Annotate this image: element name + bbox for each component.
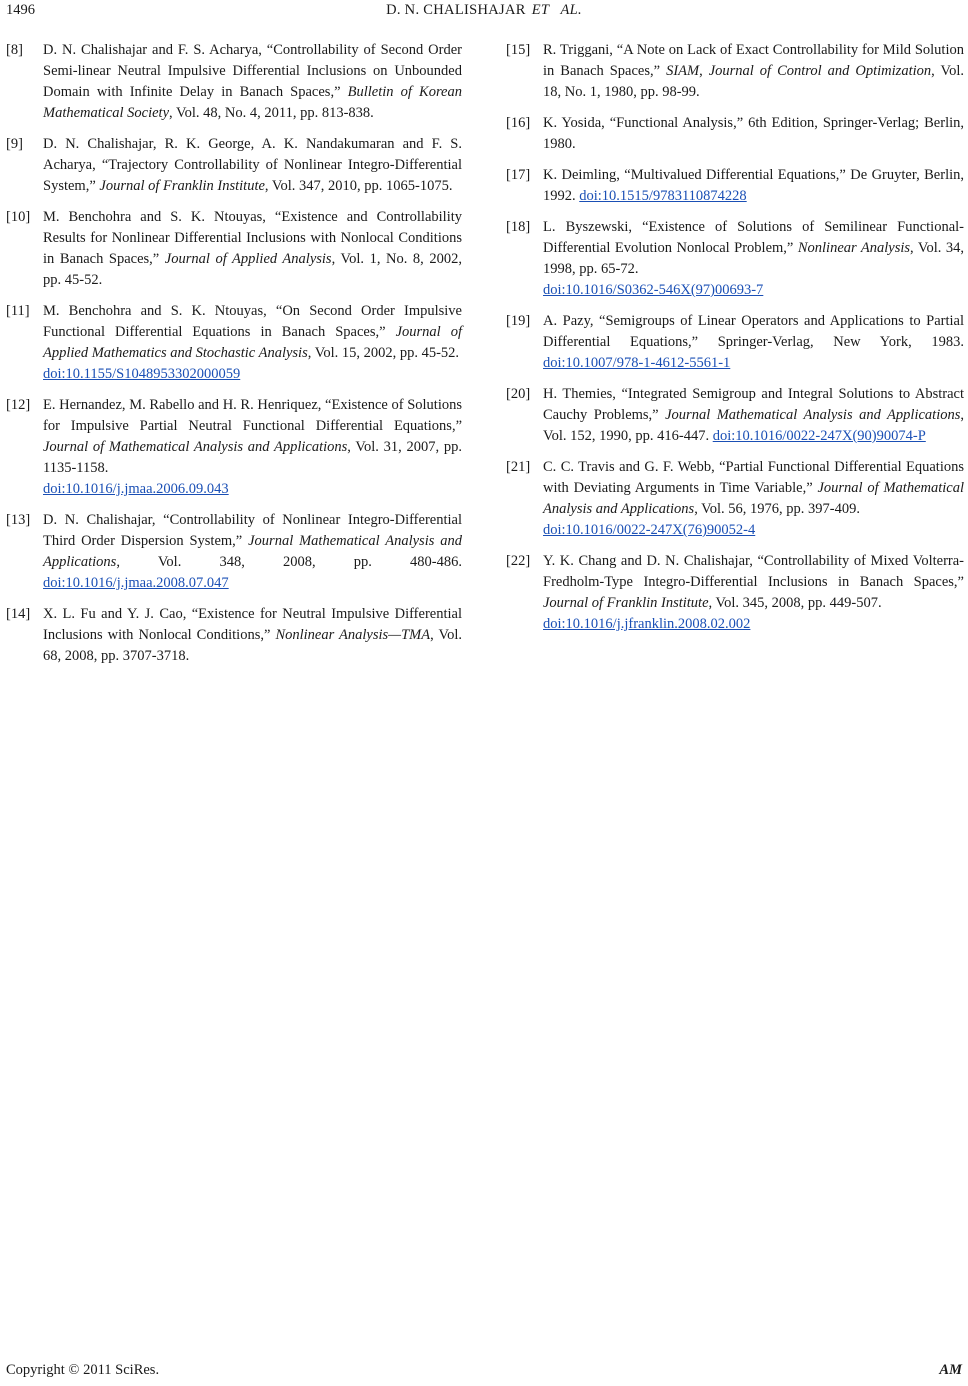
reference-segment: D. N. Chalishajar, “Controllability of Nonlinear Integro-Differential Third Order Dispersion System,” xyxy=(43,512,462,549)
doi-link[interactable]: doi:10.1155/S1048953302000059 xyxy=(43,366,241,382)
reference-column-left xyxy=(6,40,462,677)
page-header xyxy=(0,0,968,22)
reference-segment: , Vol. 18, No. 1, 1980, pp. 98-99. xyxy=(543,63,964,100)
reference-segment: , Vol. 34, 1998, pp. 65-72. xyxy=(543,240,964,277)
reference-number: [16] xyxy=(506,115,531,131)
reference-segment: D. N. Chalishajar and F. S. Acharya, “Controllability of Second Order Semi-linear Neutral Impulsive Differential Inclusions on Unbounded Domain with Infinite Delay in Banach Spaces,” xyxy=(43,42,462,100)
reference-segment: E. Hernandez, M. Rabello and H. R. Henriquez, “Existence of Solutions for Impulsive Partial Neutral Functional Differential Equations,” xyxy=(43,397,462,434)
reference-segment: L. Byszewski, “Existence of Solutions of Semilinear Functional-Differential Evolution Nonlocal Problem,” xyxy=(543,219,964,256)
reference-segment: , Vol. 31, 2007, pp. 1135-1158. xyxy=(43,439,462,476)
reference-entry xyxy=(6,510,462,594)
reference-segment: K. Yosida, “Functional Analysis,” 6th Edition, Springer-Verlag; Berlin, 1980. xyxy=(543,115,964,152)
journal-title: Journal of Mathematical Analysis and Applications xyxy=(43,439,348,455)
journal-title: Journal of Applied Mathematics and Stochastic Analysis xyxy=(43,324,462,361)
reference-segment: , xyxy=(699,63,709,79)
reference-segment: X. L. Fu and Y. J. Cao, “Existence for Neutral Impulsive Differential Inclusions with Nonlocal Conditions,” xyxy=(43,606,462,643)
reference-segment: M. Benchohra and S. K. Ntouyas, “Existence and Controllability Results for Nonlinear Differential Inclusions with Nonlocal Conditions in Banach Spaces,” xyxy=(43,209,462,267)
reference-text xyxy=(543,165,964,207)
running-head-etal: ET AL. xyxy=(531,2,582,18)
reference-number: [19] xyxy=(506,313,531,329)
page-footer xyxy=(0,1362,968,1384)
reference-text xyxy=(43,301,462,385)
journal-title: Nonlinear Analysis xyxy=(797,240,911,256)
reference-number: [13] xyxy=(6,512,31,528)
reference-segment: R. Triggani, “A Note on Lack of Exact Controllability for Mild Solution in Banach Spaces,” xyxy=(543,42,964,79)
doi-link[interactable]: doi:10.1016/0022-247X(76)90052-4 xyxy=(543,522,756,538)
journal-title: Journal of Applied Analysis xyxy=(164,251,332,267)
reference-entry xyxy=(506,311,964,374)
reference-entry xyxy=(6,207,462,291)
doi-link[interactable]: doi:10.1016/j.jfranklin.2008.02.002 xyxy=(543,616,751,632)
doi-link[interactable]: doi:10.1007/978-1-4612-5561-1 xyxy=(543,355,731,371)
doi-link[interactable]: doi:10.1016/j.jmaa.2008.07.047 xyxy=(43,575,229,591)
reference-segment: , Vol. 15, 2002, pp. 45-52. xyxy=(307,345,460,361)
reference-entry xyxy=(6,395,462,500)
doi-link[interactable]: doi:10.1515/9783110874228 xyxy=(579,188,747,204)
reference-segment: H. Themies, “Integrated Semigroup and Integral Solutions to Abstract Cauchy Problems,” xyxy=(543,386,964,423)
reference-entry xyxy=(506,384,964,447)
journal-title: Journal Mathematical Analysis and Applications xyxy=(665,407,961,423)
reference-text xyxy=(543,40,964,103)
reference-text xyxy=(543,113,964,155)
reference-entry xyxy=(506,113,964,155)
reference-text xyxy=(543,384,964,447)
reference-segment: , Vol. 345, 2008, pp. 449-507. xyxy=(708,595,882,611)
reference-segment: D. N. Chalishajar, R. K. George, A. K. Nandakumaran and F. S. Acharya, “Trajectory Controllability of Nonlinear Integro-Differential System,” xyxy=(43,136,462,194)
reference-entry xyxy=(6,604,462,667)
reference-entry xyxy=(506,165,964,207)
reference-number: [21] xyxy=(506,459,531,475)
reference-number: [10] xyxy=(6,209,31,225)
journal-title: Journal of Franklin Institute xyxy=(99,178,265,194)
copyright-notice: Copyright © 2011 SciRes. xyxy=(6,1362,160,1378)
reference-segment: M. Benchohra and S. K. Ntouyas, “On Second Order Impulsive Functional Differential Equations in Banach Spaces,” xyxy=(43,303,462,340)
reference-number: [15] xyxy=(506,42,531,58)
reference-entry xyxy=(506,551,964,635)
reference-number: [8] xyxy=(6,42,23,58)
reference-segment: C. C. Travis and G. F. Webb, “Partial Functional Differential Equations with Deviating Arguments in Time Variable,” xyxy=(543,459,964,496)
reference-segment: , Vol. 68, 2008, pp. 3707-3718. xyxy=(43,627,462,664)
running-head-authors: D. N. CHALISHAJAR xyxy=(386,2,526,18)
journal-title: Journal of Control and Optimization xyxy=(708,63,932,79)
journal-title: Journal Mathematical Analysis and Applications xyxy=(43,533,462,570)
reference-entry xyxy=(6,134,462,197)
reference-number: [18] xyxy=(506,219,531,235)
reference-text xyxy=(43,604,462,667)
reference-entry xyxy=(6,40,462,124)
reference-number: [11] xyxy=(6,303,30,319)
journal-title: Bulletin of Korean Mathematical Society xyxy=(43,84,462,121)
journal-title: Journal of Franklin Institute xyxy=(543,595,709,611)
reference-number: [14] xyxy=(6,606,31,622)
reference-segment: K. Deimling, “Multivalued Differential Equations,” De Gruyter, Berlin, 1992. xyxy=(543,167,964,204)
journal-title: SIAM xyxy=(666,63,700,79)
reference-segment: , Vol. 48, No. 4, 2011, pp. 813-838. xyxy=(169,105,374,121)
journal-title: Nonlinear Analysis—TMA xyxy=(275,627,431,643)
journal-abbreviation: AM xyxy=(939,1362,962,1378)
reference-entry xyxy=(6,301,462,385)
reference-text xyxy=(543,457,964,541)
reference-text xyxy=(543,551,964,635)
reference-entry xyxy=(506,457,964,541)
reference-segment: , Vol. 56, 1976, pp. 397-409. xyxy=(694,501,861,517)
reference-text xyxy=(43,510,462,594)
reference-text xyxy=(543,217,964,301)
reference-number: [12] xyxy=(6,397,31,413)
reference-segment: , Vol. 1, No. 8, 2002, pp. 45-52. xyxy=(43,251,462,288)
doi-link[interactable]: doi:10.1016/0022-247X(90)90074-P xyxy=(712,428,926,444)
journal-title: Journal of Mathematical Analysis and Applications xyxy=(543,480,965,517)
reference-text xyxy=(43,395,462,500)
reference-text xyxy=(543,311,964,374)
reference-entry xyxy=(506,217,964,301)
reference-segment: Y. K. Chang and D. N. Chalishajar, “Controllability of Mixed Volterra-Fredholm-Type Integro-Differential Inclusions in Banach Spaces,” xyxy=(543,553,964,590)
reference-segment: , Vol. 348, 2008, pp. 480-486. xyxy=(116,554,462,570)
doi-link[interactable]: doi:10.1016/j.jmaa.2006.09.043 xyxy=(43,481,229,497)
reference-entry xyxy=(506,40,964,103)
reference-segment: A. Pazy, “Semigroups of Linear Operators and Applications to Partial Differential Equations,” Springer-Verlag, New York, 1983. xyxy=(543,313,964,350)
reference-column-right xyxy=(506,40,964,645)
running-head xyxy=(0,2,968,19)
reference-number: [17] xyxy=(506,167,531,183)
reference-segment: , Vol. 152, 1990, pp. 416-447. xyxy=(543,407,964,444)
reference-number: [20] xyxy=(506,386,531,402)
doi-link[interactable]: doi:10.1016/S0362-546X(97)00693-7 xyxy=(543,282,764,298)
reference-text xyxy=(43,207,462,291)
reference-segment: , Vol. 347, 2010, pp. 1065-1075. xyxy=(264,178,453,194)
reference-number: [9] xyxy=(6,136,23,152)
reference-number: [22] xyxy=(506,553,531,569)
page-number: 1496 xyxy=(6,2,35,18)
reference-text xyxy=(43,40,462,124)
reference-text xyxy=(43,134,462,197)
